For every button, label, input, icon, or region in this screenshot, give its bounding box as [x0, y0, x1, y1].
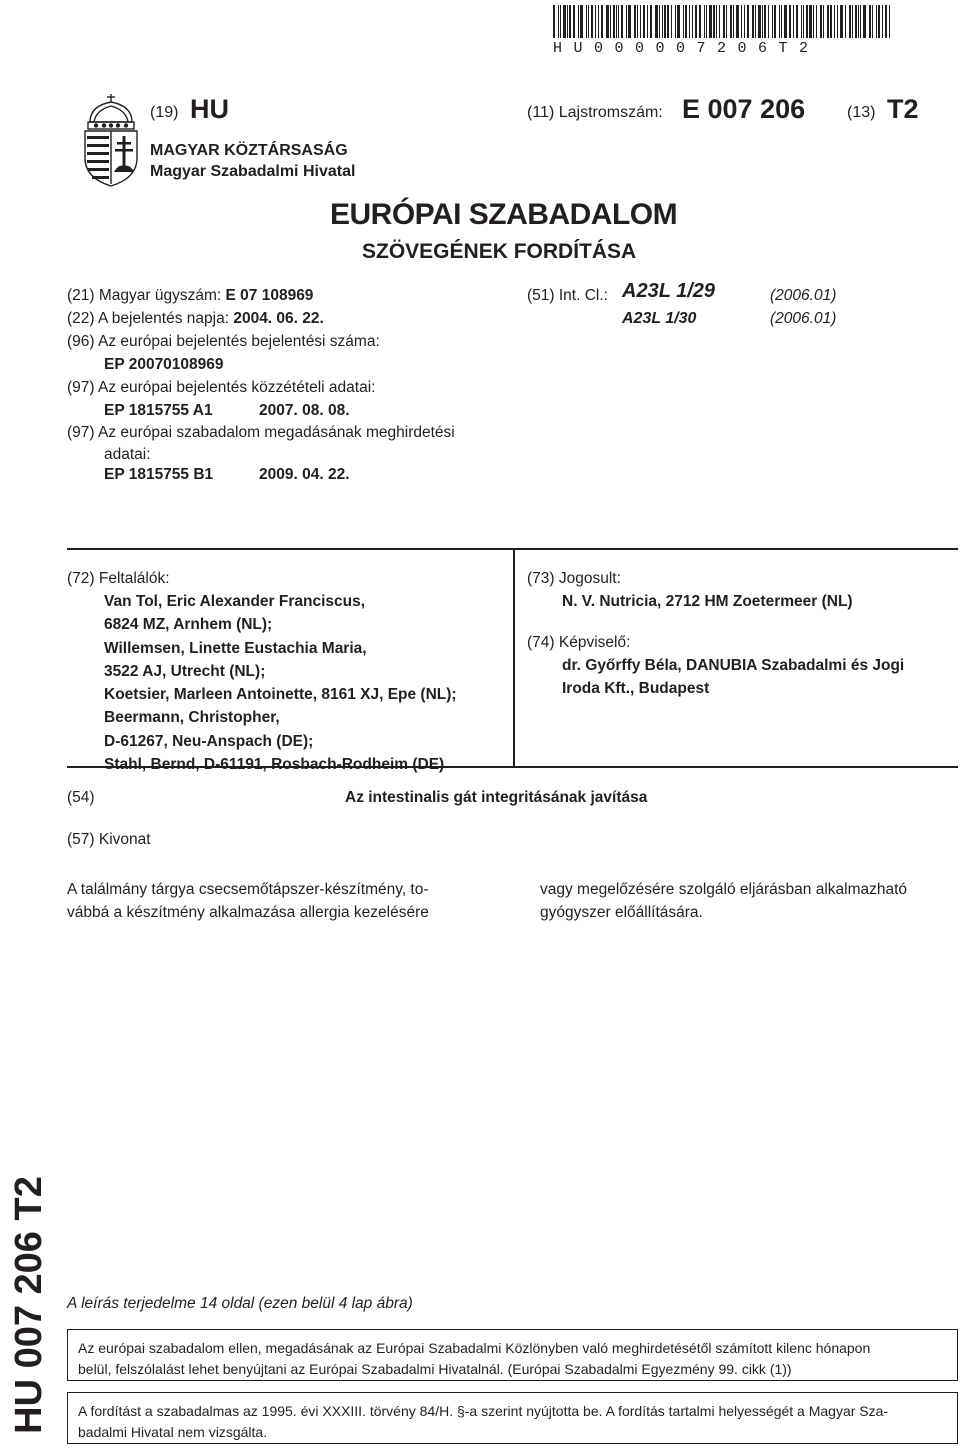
ipc-version-2: (2006.01) — [770, 310, 837, 327]
representative-line-2: Iroda Kft., Budapest — [562, 680, 710, 697]
inventor-line: D-61267, Neu-Anspach (DE); — [104, 732, 314, 750]
inventor-line: Koetsier, Marleen Antoinette, 8161 XJ, Epe (NL); — [104, 686, 457, 704]
opposition-notice-box — [67, 1329, 958, 1381]
barcode-bar — [889, 5, 890, 38]
barcode-bar — [885, 5, 887, 38]
barcode-bar — [840, 5, 843, 38]
barcode-bar — [704, 5, 705, 38]
inventors-label: (72) Feltalálók: — [67, 570, 170, 587]
barcode-bar — [695, 5, 697, 38]
barcode-bar — [558, 5, 559, 38]
barcode-bar — [806, 5, 808, 38]
eu-publication-date: 2007. 08. 08. — [259, 402, 350, 419]
barcode-bar — [830, 5, 832, 38]
barcode-bar — [744, 5, 745, 38]
grant-date: 2009. 04. 22. — [259, 466, 350, 483]
barcode-bar — [659, 5, 660, 38]
barcode-bar — [578, 5, 579, 38]
abstract-column-1 — [67, 878, 487, 924]
opposition-line: Az európai szabadalom ellen, megadásának az Európai Szabadalmi Közlönyben való meghirdetésétől számított kilenc hónapon — [78, 1340, 871, 1356]
barcode-bar — [764, 5, 766, 38]
barcode-bar — [823, 5, 824, 38]
spine-document-number: HU 007 206 T2 — [8, 1176, 50, 1434]
barcode-bar — [801, 5, 802, 38]
ipc-code-1: A23L 1/29 — [622, 280, 716, 302]
translation-line: badalmi Hivatal nem vizsgálta. — [78, 1424, 268, 1440]
country-code: HU — [190, 94, 229, 124]
barcode-bar — [610, 5, 611, 38]
barcode-bar — [869, 5, 871, 38]
barcode-bar — [671, 5, 672, 38]
filing-date-label: (22) A bejelentés napja: — [67, 310, 230, 327]
barcode-bar — [567, 5, 568, 38]
barcode-bar — [634, 5, 636, 38]
barcode-bar — [709, 5, 712, 38]
barcode-bar — [716, 5, 717, 38]
barcode-bar — [606, 5, 609, 38]
barcode-bar — [772, 5, 773, 38]
barcode-bar — [789, 5, 791, 38]
abstract-line: A találmány tárgya csecsemőtápszer-készítmény, to- — [67, 881, 429, 898]
barcode-bar — [774, 5, 776, 38]
barcode-bar — [601, 5, 603, 38]
barcode-bar — [626, 5, 627, 38]
barcode-bar — [616, 5, 617, 38]
opposition-line: belül, felszólalást lehet benyújtani az Európai Szabadalmi Hivatalnál. (Európai Szabadalmi Egyezmény 99. cikk (1)) — [78, 1361, 792, 1377]
barcode-bar — [685, 5, 687, 38]
barcode-bar — [809, 5, 812, 38]
barcode-bar — [683, 5, 684, 38]
barcode-bar — [872, 5, 873, 38]
barcode-bar — [573, 5, 575, 38]
kind-code: T2 — [887, 94, 919, 124]
barcode-bar — [813, 5, 814, 38]
barcode-text: HU000007206T2 — [553, 40, 820, 57]
barcode-bar — [563, 5, 566, 38]
barcode-bar — [613, 5, 615, 38]
eu-publication-number: EP 1815755 A1 — [104, 402, 213, 419]
document-subtitle: SZÖVEGÉNEK FORDÍTÁSA — [362, 240, 637, 263]
inventor-line: 6824 MZ, Arnhem (NL); — [104, 616, 273, 634]
barcode-bar — [637, 5, 638, 38]
representative-label: (74) Képviselő: — [527, 634, 631, 651]
barcode-bar — [706, 5, 707, 38]
eu-publication-label: (97) Az európai bejelentés közzétételi adatai: — [67, 379, 376, 396]
barcode-bar — [647, 5, 648, 38]
barcode-bar — [621, 5, 623, 38]
hungarian-coat-of-arms-icon — [80, 92, 142, 188]
barcode-bar — [667, 5, 669, 38]
barcode-bar — [591, 5, 593, 38]
barcode-bar — [852, 5, 853, 38]
barcode-bar — [755, 5, 756, 38]
barcode-bar — [650, 5, 652, 38]
application-number-label: (21) Magyar ügyszám: — [67, 287, 222, 304]
abstract-line: vábbá a készítmény alkalmazása allergia kezelésére — [67, 904, 429, 921]
barcode-bar — [664, 5, 666, 38]
barcode-bar — [863, 5, 866, 38]
barcode-bar — [858, 5, 859, 38]
office-name: Magyar Szabadalmi Hivatal — [150, 163, 356, 180]
barcode-bar — [595, 5, 596, 38]
barcode-bar — [741, 5, 742, 38]
eu-application-number: EP 20070108969 — [104, 356, 224, 373]
barcode — [553, 5, 928, 38]
filing-date: 2004. 06. 22. — [233, 310, 324, 327]
registration-number: E 007 206 — [682, 94, 806, 124]
barcode-bar — [713, 5, 715, 38]
document-title: EURÓPAI SZABADALOM — [330, 198, 678, 231]
abstract-column-2 — [540, 878, 958, 924]
barcode-bar — [723, 5, 725, 38]
barcode-bar — [553, 5, 555, 38]
barcode-bar — [837, 5, 838, 38]
invention-title-label: (54) — [67, 789, 95, 806]
grant-number: EP 1815755 B1 — [104, 466, 214, 483]
barcode-bar — [882, 5, 883, 38]
barcode-bar — [675, 5, 676, 38]
inventor-line: 3522 AJ, Utrecht (NL); — [104, 662, 266, 680]
registration-label: (11) Lajstromszám: — [527, 104, 663, 121]
ipc-label: (51) Int. Cl.: — [527, 287, 608, 304]
inventors-list — [104, 590, 457, 776]
application-number: E 07 108969 — [225, 287, 314, 304]
barcode-bar — [860, 5, 861, 38]
barcode-bar — [628, 5, 631, 38]
barcode-bar — [730, 5, 732, 38]
barcode-bar — [768, 5, 769, 38]
barcode-bar — [677, 5, 680, 38]
barcode-bar — [849, 5, 851, 38]
proprietor-name: N. V. Nutricia, 2712 HM Zoetermeer (NL) — [562, 593, 853, 610]
barcode-bar — [643, 5, 645, 38]
barcode-bar — [699, 5, 701, 38]
inventor-line: Stahl, Bernd, D-61191, Rosbach-Rodheim (DE) — [104, 756, 445, 774]
application-number-row — [67, 284, 313, 307]
translation-notice-box — [67, 1392, 958, 1444]
barcode-bar — [803, 5, 804, 38]
barcode-bar — [586, 5, 587, 38]
barcode-bar — [719, 5, 720, 38]
barcode-bar — [689, 5, 690, 38]
barcode-bar — [827, 5, 829, 38]
kind-label: (13) — [847, 104, 876, 121]
barcode-bar — [758, 5, 761, 38]
barcode-bar — [655, 5, 658, 38]
barcode-bar — [726, 5, 727, 38]
ipc-code-2: A23L 1/30 — [622, 310, 697, 327]
barcode-bar — [752, 5, 754, 38]
barcode-bar — [816, 5, 817, 38]
ipc-version-1: (2006.01) — [770, 287, 837, 304]
country-name: MAGYAR KÖZTÁRSASÁG — [150, 142, 348, 159]
invention-title: Az intestinalis gát integritásának javítása — [345, 789, 648, 806]
representative-line-1: dr. Győrffy Béla, DANUBIA Szabadalmi és Jogi — [562, 657, 905, 674]
barcode-bar — [588, 5, 589, 38]
translation-line: A fordítást a szabadalmas az 1995. évi XXXIII. törvény 84/H. §-a szerint nyújtotta be. A fordítás tartalmi helyességét a Magyar Sza- — [78, 1403, 889, 1419]
barcode-bar — [598, 5, 599, 38]
grant-label: (97) Az európai szabadalom megadásának meghirdetési — [67, 424, 455, 441]
extent-note: A leírás terjedelme 14 oldal (ezen belül 4 lap ábra) — [67, 1295, 413, 1312]
barcode-bar — [733, 5, 734, 38]
barcode-bar — [878, 5, 880, 38]
barcode-bar — [845, 5, 846, 38]
barcode-bar — [662, 5, 663, 38]
filing-date-row — [67, 307, 324, 330]
barcode-bar — [692, 5, 693, 38]
barcode-bar — [781, 5, 782, 38]
barcode-bar — [834, 5, 835, 38]
barcode-bar — [560, 5, 561, 38]
barcode-bar — [747, 5, 749, 38]
barcode-bar — [569, 5, 571, 38]
barcode-bar — [796, 5, 798, 38]
eu-application-label: (96) Az európai bejelentés bejelentési száma: — [67, 333, 380, 350]
barcode-bar — [820, 5, 822, 38]
grant-label-cont: adatai: — [104, 446, 151, 463]
barcode-bar — [618, 5, 619, 38]
barcode-bar — [876, 5, 877, 38]
barcode-bar — [580, 5, 583, 38]
barcode-bar — [640, 5, 641, 38]
inventor-line: Beermann, Christopher, — [104, 709, 280, 727]
barcode-bar — [779, 5, 780, 38]
barcode-bar — [793, 5, 794, 38]
inventor-line: Van Tol, Eric Alexander Franciscus, — [104, 593, 366, 610]
barcode-bar — [784, 5, 787, 38]
section-rule-divider — [513, 548, 515, 767]
proprietor-label: (73) Jogosult: — [527, 570, 621, 587]
barcode-bar — [736, 5, 739, 38]
barcode-bar — [762, 5, 763, 38]
abstract-line: gyógyszer előállítására. — [540, 904, 703, 921]
country-code-label: (19) — [150, 104, 179, 121]
inventor-line: Willemsen, Linette Eustachia Maria, — [104, 639, 367, 657]
abstract-line: vagy megelőzésére szolgáló eljárásban alkalmazható — [540, 881, 908, 898]
abstract-label: (57) Kivonat — [67, 831, 151, 848]
barcode-bar — [855, 5, 857, 38]
